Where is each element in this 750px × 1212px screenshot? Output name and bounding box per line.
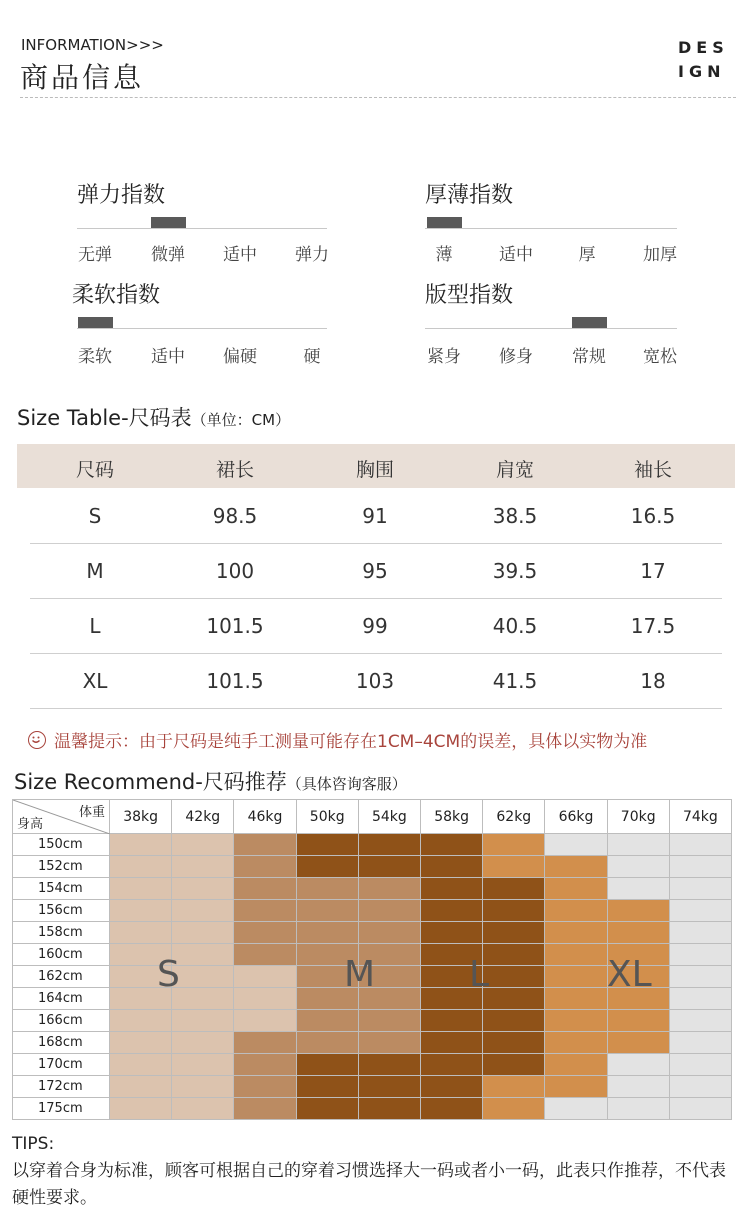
weight-header: 70kg: [608, 800, 670, 834]
size-table-row-divider: [30, 598, 722, 599]
grid-cell-xl: [545, 1054, 607, 1076]
grid-cell-l: [421, 1032, 483, 1054]
index-label: 弹力: [295, 245, 329, 265]
grid-cell-l: [483, 944, 545, 966]
index-marker: [572, 317, 607, 328]
grid-cell-none: [545, 834, 607, 856]
size-table-cell: 16.5: [630, 504, 676, 528]
grid-cell-l: [359, 1098, 421, 1120]
height-header: 162cm: [13, 966, 110, 988]
grid-cell-s: [110, 856, 172, 878]
size-table-cell: 98.5: [212, 504, 258, 528]
header-divider: [20, 97, 736, 98]
grid-cell-s: [234, 1010, 296, 1032]
grid-cell-l: [483, 900, 545, 922]
grid-cell-s: [234, 966, 296, 988]
grid-cell-m: [234, 944, 296, 966]
index-track: [77, 328, 327, 329]
index-track: [425, 228, 677, 229]
weight-header: 38kg: [110, 800, 172, 834]
grid-cell-s: [172, 834, 234, 856]
height-header: 175cm: [13, 1098, 110, 1120]
page-title: 商品信息: [20, 61, 145, 94]
grid-cell-xl: [545, 1032, 607, 1054]
index-marker: [78, 317, 113, 328]
grid-cell-m: [234, 1098, 296, 1120]
grid-cell-l: [483, 1054, 545, 1076]
grid-cell-none: [608, 856, 670, 878]
grid-cell-l: [421, 1010, 483, 1032]
grid-cell-m: [234, 1032, 296, 1054]
size-table-title: [17, 402, 290, 432]
grid-cell-m: [234, 900, 296, 922]
index-title: 弹力指数: [77, 183, 166, 208]
grid-cell-none: [608, 834, 670, 856]
grid-cell-xl: [545, 900, 607, 922]
grid-cell-l: [297, 856, 359, 878]
grid-cell-m: [297, 1010, 359, 1032]
measurement-notice: [28, 727, 647, 752]
grid-cell-s: [172, 878, 234, 900]
grid-cell-m: [234, 922, 296, 944]
grid-cell-l: [421, 922, 483, 944]
corner-height-label: 身高: [17, 817, 44, 832]
grid-cell-l: [483, 1032, 545, 1054]
index-marker: [427, 217, 462, 228]
grid-cell-s: [172, 1076, 234, 1098]
index-track: [425, 328, 677, 329]
grid-cell-xl: [545, 988, 607, 1010]
weight-header: 58kg: [421, 800, 483, 834]
weight-header: 42kg: [172, 800, 234, 834]
height-header: 152cm: [13, 856, 110, 878]
grid-cell-m: [359, 1010, 421, 1032]
grid-cell-s: [172, 966, 234, 988]
size-letter-xl: XL: [607, 954, 652, 995]
index-track: [77, 228, 327, 229]
size-table-row-divider: [30, 653, 722, 654]
weight-header: 50kg: [297, 800, 359, 834]
grid-cell-s: [110, 1010, 172, 1032]
grid-cell-m: [359, 900, 421, 922]
weight-header: 46kg: [234, 800, 296, 834]
grid-cell-m: [359, 1032, 421, 1054]
index-label: 硬: [303, 347, 321, 367]
grid-cell-xl: [483, 856, 545, 878]
grid-cell-xl: [545, 1010, 607, 1032]
size-table-header-cell: 尺码: [75, 459, 114, 481]
size-table-header-cell: 袖长: [633, 459, 672, 481]
grid-cell-l: [421, 1098, 483, 1120]
grid-cell-xl: [545, 878, 607, 900]
tips-label: TIPS:: [12, 1134, 55, 1154]
grid-cell-s: [234, 988, 296, 1010]
index-marker: [151, 217, 186, 228]
grid-cell-s: [110, 1076, 172, 1098]
index-label: 加厚: [643, 245, 677, 265]
grid-cell-l: [421, 1054, 483, 1076]
index-title: 厚薄指数: [425, 183, 514, 208]
index-label: 修身: [499, 347, 533, 367]
grid-cell-l: [297, 1098, 359, 1120]
size-table-cell: 95: [362, 559, 388, 583]
height-header: 166cm: [13, 1010, 110, 1032]
grid-cell-s: [110, 834, 172, 856]
grid-cell-none: [670, 988, 732, 1010]
size-recommend-subtitle: （具体咨询客服）: [286, 775, 407, 793]
grid-cell-s: [172, 856, 234, 878]
grid-cell-s: [110, 878, 172, 900]
info-label: INFORMATION>>>: [21, 36, 164, 54]
grid-cell-m: [234, 834, 296, 856]
grid-cell-m: [234, 1054, 296, 1076]
design-line-2: IGN: [678, 62, 726, 81]
size-recommend-title: [14, 766, 407, 796]
index-label: 柔软: [78, 347, 112, 367]
grid-cell-m: [234, 856, 296, 878]
index-label: 宽松: [643, 347, 677, 367]
grid-cell-none: [670, 1032, 732, 1054]
index-label: 偏硬: [223, 347, 257, 367]
index-title: 版型指数: [425, 283, 514, 308]
index-label: 紧身: [427, 347, 461, 367]
grid-cell-l: [483, 988, 545, 1010]
size-table-cell: 101.5: [206, 669, 264, 693]
grid-cell-xl: [608, 900, 670, 922]
grid-cell-none: [670, 966, 732, 988]
size-table-header-cell: 肩宽: [495, 459, 534, 481]
height-header: 170cm: [13, 1054, 110, 1076]
index-label: 微弹: [151, 245, 185, 265]
grid-cell-l: [421, 834, 483, 856]
height-header: 156cm: [13, 900, 110, 922]
size-table-cell: 38.5: [492, 504, 538, 528]
grid-cell-l: [483, 1010, 545, 1032]
grid-cell-xl: [545, 856, 607, 878]
grid-cell-s: [172, 1054, 234, 1076]
grid-cell-none: [670, 1076, 732, 1098]
grid-corner: [13, 800, 110, 834]
grid-cell-none: [608, 1098, 670, 1120]
size-table-cell: S: [88, 504, 102, 528]
notice-text: 温馨提示：由于尺码是纯手工测量可能存在1CM–4CM的误差，具体以实物为准: [54, 732, 648, 752]
weight-header: 66kg: [545, 800, 607, 834]
size-table-cell: 100: [215, 559, 255, 583]
grid-cell-xl: [545, 922, 607, 944]
grid-cell-l: [421, 856, 483, 878]
grid-cell-l: [483, 966, 545, 988]
size-table-cell: 101.5: [206, 614, 264, 638]
grid-cell-s: [172, 944, 234, 966]
weight-header: 62kg: [483, 800, 545, 834]
corner-weight-label: 体重: [78, 805, 105, 820]
grid-cell-s: [172, 988, 234, 1010]
size-table-header-cell: 胸围: [355, 459, 394, 481]
size-table-cell: 40.5: [492, 614, 538, 638]
size-table-cell: 99: [362, 614, 388, 638]
grid-cell-m: [297, 900, 359, 922]
size-table-cell: 91: [362, 504, 388, 528]
grid-cell-l: [483, 878, 545, 900]
height-header: 164cm: [13, 988, 110, 1010]
weight-header: 74kg: [670, 800, 732, 834]
height-header: 172cm: [13, 1076, 110, 1098]
grid-cell-xl: [608, 1032, 670, 1054]
index-title: 柔软指数: [72, 283, 161, 308]
height-header: 160cm: [13, 944, 110, 966]
size-table-cell: L: [89, 614, 101, 638]
grid-cell-s: [110, 900, 172, 922]
smile-icon: [28, 731, 46, 749]
grid-cell-none: [670, 878, 732, 900]
grid-cell-m: [359, 922, 421, 944]
size-table-title-text: Size Table-尺码表: [17, 406, 192, 430]
size-table-cell: 103: [355, 669, 395, 693]
grid-cell-l: [421, 878, 483, 900]
grid-cell-none: [608, 1076, 670, 1098]
size-table-unit: （单位：CM）: [191, 411, 291, 429]
index-label: 适中: [223, 245, 257, 265]
design-logo: [678, 36, 738, 84]
grid-cell-xl: [545, 966, 607, 988]
index-label: 常规: [572, 347, 606, 367]
grid-cell-m: [297, 922, 359, 944]
size-recommend-grid: [12, 799, 732, 1120]
height-header: 158cm: [13, 922, 110, 944]
grid-cell-l: [359, 856, 421, 878]
grid-cell-xl: [545, 1076, 607, 1098]
grid-cell-l: [297, 1076, 359, 1098]
size-letter-l: L: [469, 954, 490, 995]
grid-cell-none: [670, 834, 732, 856]
height-header: 154cm: [13, 878, 110, 900]
size-table-cell: XL: [82, 669, 108, 693]
grid-cell-s: [172, 922, 234, 944]
grid-cell-s: [172, 1010, 234, 1032]
weight-header: 54kg: [359, 800, 421, 834]
grid-cell-xl: [545, 944, 607, 966]
grid-cell-l: [421, 900, 483, 922]
grid-cell-xl: [608, 922, 670, 944]
grid-cell-none: [545, 1098, 607, 1120]
grid-cell-l: [297, 834, 359, 856]
tips: [12, 1131, 738, 1212]
size-table-cell: 17.5: [630, 614, 676, 638]
grid-cell-m: [234, 1076, 296, 1098]
size-table-row-divider: [30, 543, 722, 544]
size-table-cell: 17: [640, 559, 666, 583]
grid-cell-none: [670, 1054, 732, 1076]
grid-cell-none: [670, 1010, 732, 1032]
size-table-cell: 39.5: [492, 559, 538, 583]
size-table-cell: 41.5: [492, 669, 538, 693]
grid-cell-none: [670, 1098, 732, 1120]
grid-cell-none: [670, 856, 732, 878]
grid-cell-m: [359, 878, 421, 900]
grid-cell-l: [359, 1054, 421, 1076]
grid-cell-none: [608, 1054, 670, 1076]
size-recommend-title-text: Size Recommend-尺码推荐: [14, 770, 287, 794]
grid-cell-s: [110, 1032, 172, 1054]
grid-cell-l: [421, 1076, 483, 1098]
index-label: 厚: [578, 245, 596, 265]
grid-cell-m: [234, 878, 296, 900]
grid-cell-m: [297, 1032, 359, 1054]
grid-cell-s: [172, 900, 234, 922]
tips-text: 以穿着合身为标准，顾客可根据自己的穿着习惯选择大一码或者小一码，此表只作推荐，不代表硬性要求。: [12, 1161, 726, 1208]
index-label: 薄: [435, 245, 453, 265]
grid-cell-xl: [483, 1076, 545, 1098]
grid-cell-m: [297, 878, 359, 900]
grid-cell-none: [670, 900, 732, 922]
grid-cell-xl: [608, 1010, 670, 1032]
grid-cell-s: [110, 922, 172, 944]
index-label: 无弹: [78, 245, 112, 265]
grid-cell-none: [670, 944, 732, 966]
size-letter-m: M: [344, 954, 376, 995]
grid-cell-none: [670, 922, 732, 944]
grid-cell-s: [172, 1098, 234, 1120]
index-label: 适中: [151, 347, 185, 367]
size-table-cell: 18: [640, 669, 666, 693]
grid-cell-xl: [483, 834, 545, 856]
grid-cell-s: [172, 1032, 234, 1054]
grid-cell-l: [483, 922, 545, 944]
grid-cell-xl: [483, 1098, 545, 1120]
grid-cell-none: [608, 878, 670, 900]
size-letter-s: S: [157, 954, 180, 995]
grid-cell-s: [110, 1054, 172, 1076]
grid-cell-l: [297, 1054, 359, 1076]
height-header: 168cm: [13, 1032, 110, 1054]
height-header: 150cm: [13, 834, 110, 856]
index-label: 适中: [499, 245, 533, 265]
size-table-cell: M: [86, 559, 104, 583]
design-line-1: DES: [678, 38, 729, 57]
grid-cell-s: [110, 1098, 172, 1120]
grid-cell-l: [359, 834, 421, 856]
size-table-row-divider: [30, 708, 722, 709]
size-table-header-cell: 裙长: [215, 459, 254, 481]
grid-cell-l: [359, 1076, 421, 1098]
